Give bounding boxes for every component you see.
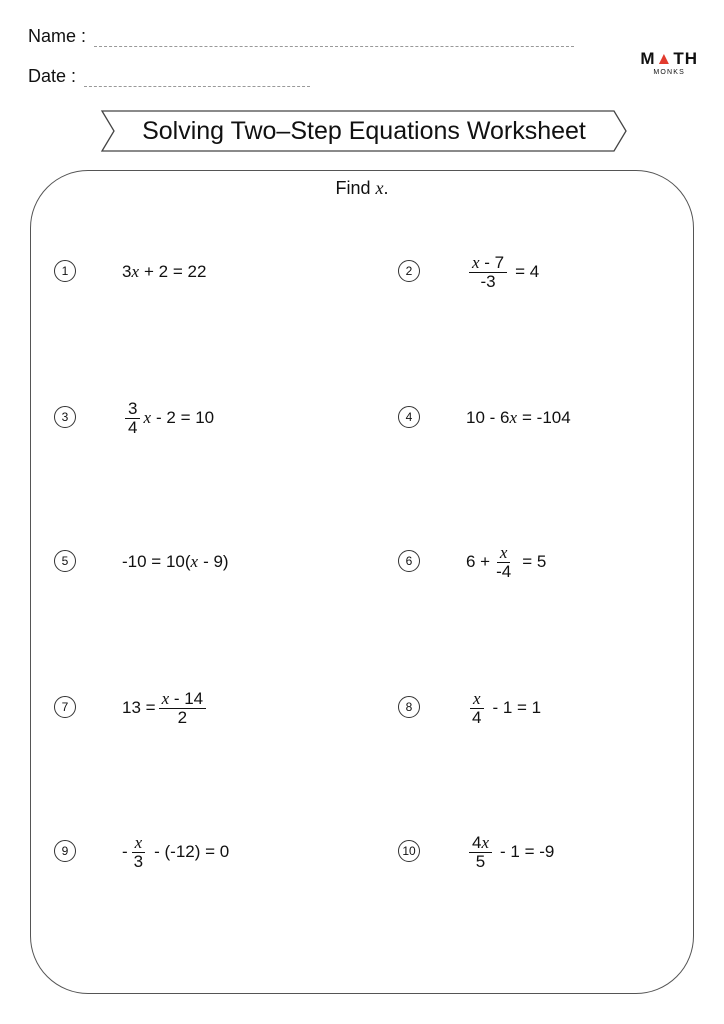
- equation: 10 - 6 x = -104: [466, 408, 571, 427]
- date-line[interactable]: [84, 72, 310, 87]
- problem-number: 7: [54, 696, 76, 718]
- equation: $\frac{4x}{5}$ - 1 = -9: [466, 832, 554, 872]
- problem-number: 1: [54, 260, 76, 282]
- title-banner: [100, 110, 628, 152]
- name-line[interactable]: [94, 32, 574, 47]
- problem-number: 3: [54, 406, 76, 428]
- equation: 13 = $\frac{x - 14}{2}$: [122, 688, 209, 728]
- equation: $\frac{x - 7}{-3}$ = 4: [466, 252, 539, 292]
- equation: $\frac{3}{4}$ x - 2 = 10: [122, 398, 214, 438]
- instruction: Find x.: [335, 178, 389, 198]
- problem-number: 2: [398, 260, 420, 282]
- math-monks-logo: M▲TH MONKS: [640, 49, 698, 76]
- problem-number: 10: [398, 840, 420, 862]
- problem-number: 8: [398, 696, 420, 718]
- date-field[interactable]: [28, 66, 310, 87]
- name-label: Name :: [28, 26, 87, 46]
- problem-number: 9: [54, 840, 76, 862]
- problem-number: 5: [54, 550, 76, 572]
- equation: -10 = 10( x - 9): [122, 552, 229, 571]
- equation: 3 x + 2 = 22: [122, 262, 207, 281]
- equation: $\frac{x}{4}$ - 1 = 1: [466, 688, 541, 728]
- worksheet-title: Solving Two–Step Equations Worksheet: [142, 116, 586, 145]
- problem-number: 4: [398, 406, 420, 428]
- date-label: Date :: [28, 66, 77, 86]
- problem-number: 6: [398, 550, 420, 572]
- equation: - $\frac{x}{3}$ - (-12) = 0: [122, 832, 230, 871]
- name-field[interactable]: [28, 26, 574, 47]
- equation: 6 + $\frac{x}{-4}$ = 5: [466, 542, 547, 581]
